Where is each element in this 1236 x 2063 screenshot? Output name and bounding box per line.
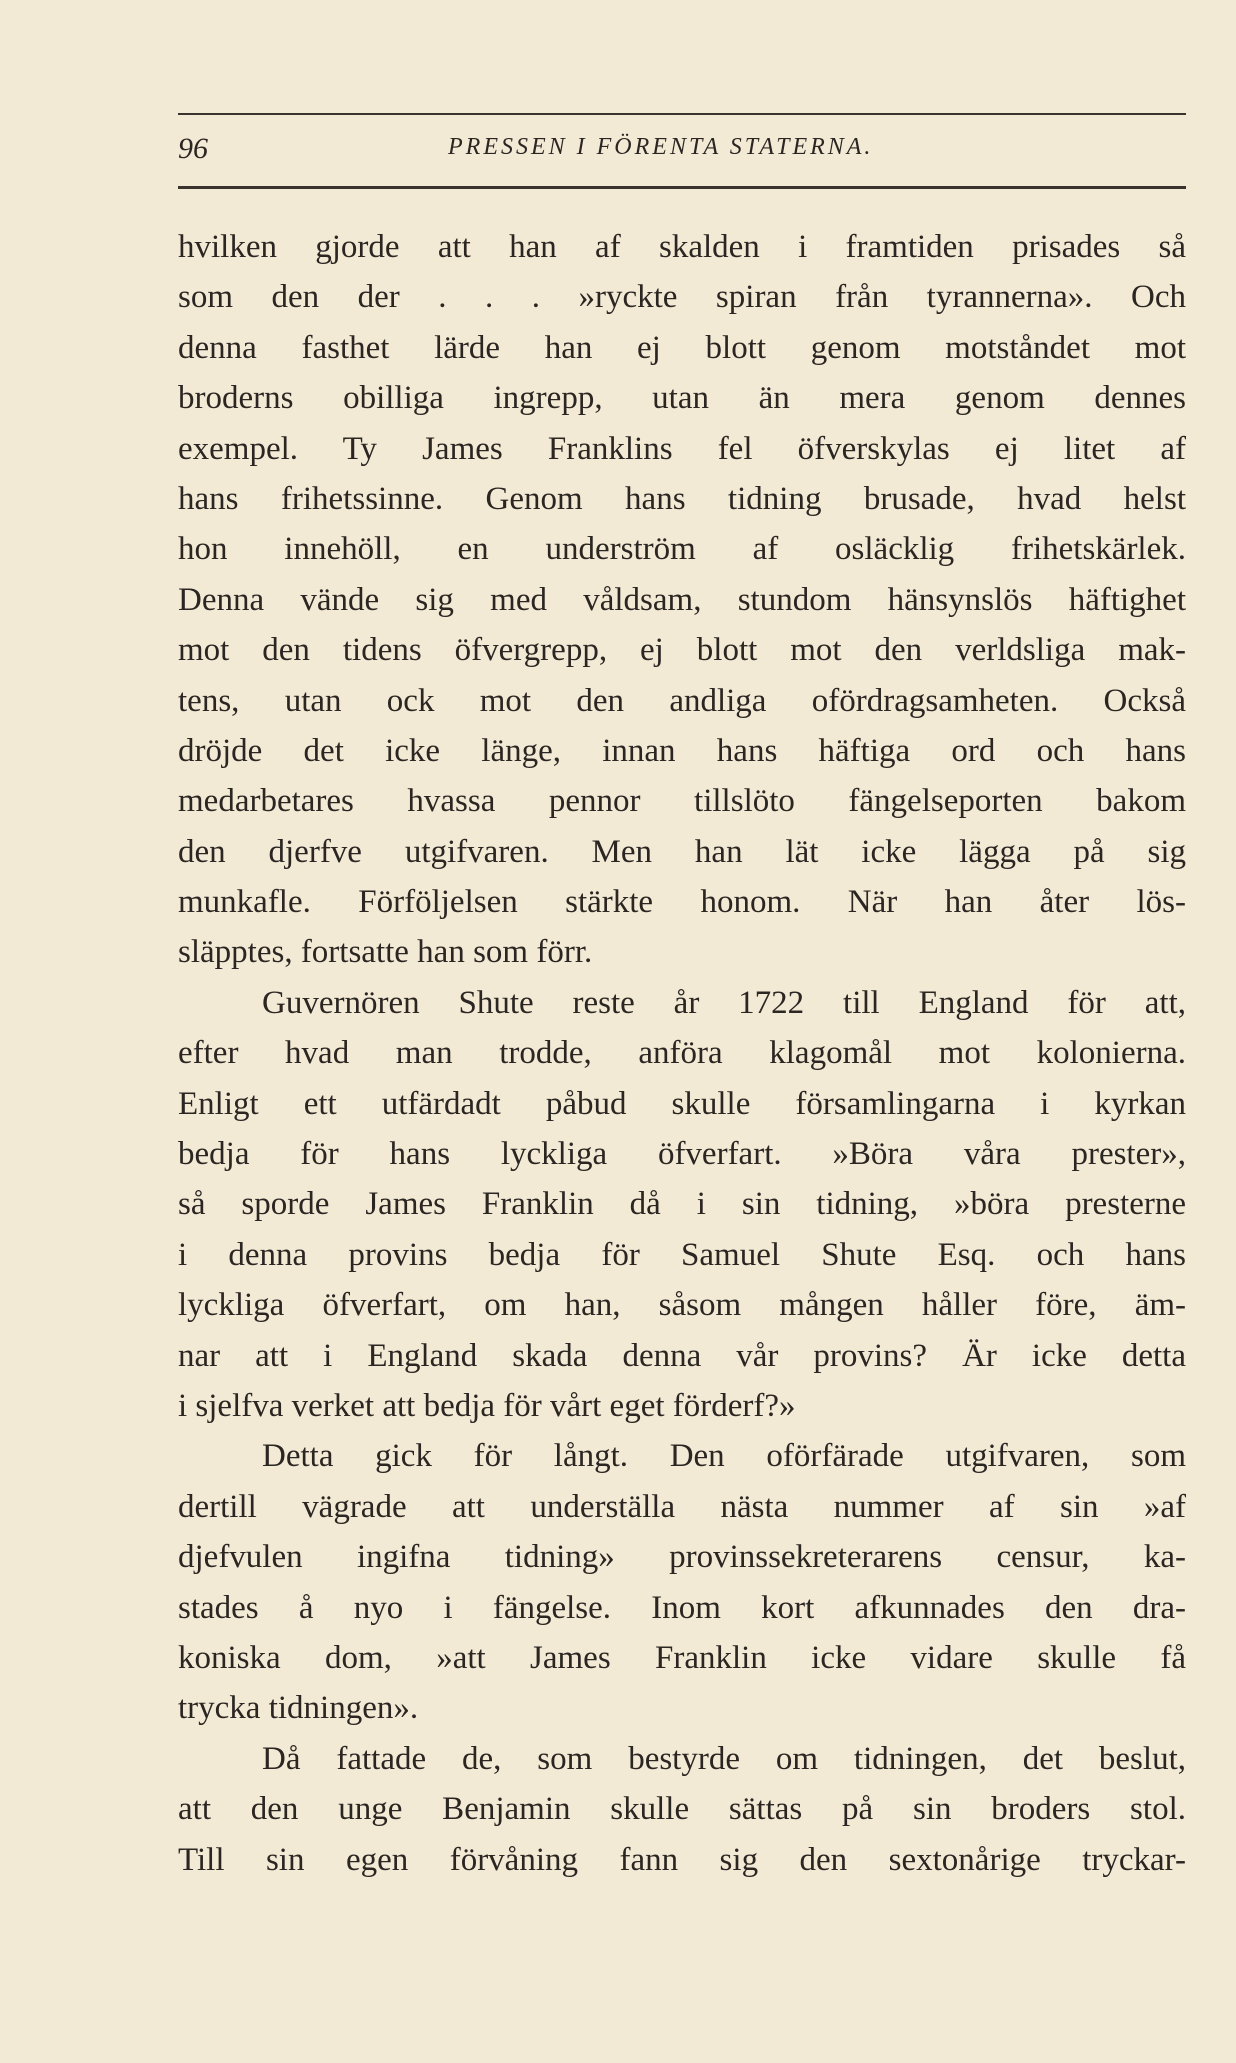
text-line: lyckliga öfverfart, om han, såsom mången håller före, äm- (178, 1287, 1186, 1324)
text-line: stades å nyo i fängelse. Inom kort afkunnades den dra- (178, 1589, 1186, 1626)
text-line: trycka tidningen». (178, 1690, 419, 1727)
text-line: tens, utan ock mot den andliga ofördragsamheten. Också (178, 682, 1186, 719)
text-line: medarbetares hvassa pennor tillslöto fängelseporten bakom (178, 783, 1186, 820)
text-line: den djerfve utgifvaren. Men han lät icke lägga på sig (178, 833, 1186, 870)
text-line: nar att i England skada denna vår provins? Är icke detta (178, 1337, 1186, 1374)
text-line: munkafle. Förföljelsen stärkte honom. När han åter lös- (178, 884, 1186, 921)
header-top-rule (178, 113, 1186, 115)
text-line: hans frihetssinne. Genom hans tidning brusade, hvad helst (178, 480, 1186, 517)
text-line: exempel. Ty James Franklins fel öfverskylas ej litet af (178, 430, 1186, 467)
text-line: Detta gick för långt. Den oförfärade utgifvaren, som (262, 1438, 1186, 1475)
text-line: så sporde James Franklin då i sin tidning, »böra presterne (178, 1186, 1186, 1223)
text-line: mot den tidens öfvergrepp, ej blott mot den verldsliga mak- (178, 632, 1186, 669)
text-line: efter hvad man trodde, anföra klagomål mot kolonierna. (178, 1035, 1186, 1072)
page-header (178, 126, 1186, 176)
body-text (178, 222, 1186, 1885)
page-number: 96 (178, 132, 208, 165)
text-line: hvilken gjorde att han af skalden i framtiden prisades så (178, 229, 1186, 265)
text-line: broderns obilliga ingrepp, utan än mera genom dennes (178, 380, 1186, 417)
text-line: dertill vägrade att underställa nästa nummer af sin »af (178, 1488, 1186, 1525)
text-line: i denna provins bedja för Samuel Shute Esq. och hans (178, 1236, 1186, 1273)
text-line: bedja för hans lyckliga öfverfart. »Böra våra prester», (178, 1136, 1186, 1173)
text-line: dröjde det icke länge, innan hans häftiga ord och hans (178, 732, 1186, 769)
text-line: Guvernören Shute reste år 1722 till England för att, (262, 984, 1186, 1021)
text-line: som den der . . . »ryckte spiran från tyrannerna». Och (178, 279, 1186, 316)
text-line: djefvulen ingifna tidning» provinssekreterarens censur, ka- (178, 1539, 1186, 1576)
header-bottom-rule (178, 186, 1186, 189)
text-line: i sjelfva verket att bedja för vårt eget förderf?» (178, 1387, 796, 1424)
text-line: hon innehöll, en underström af osläcklig frihetskärlek. (178, 531, 1186, 568)
text-line: koniska dom, »att James Franklin icke vidare skulle få (178, 1639, 1186, 1676)
text-line: släpptes, fortsatte han som förr. (178, 934, 593, 971)
running-head: PRESSEN I FÖRENTA STATERNA. (448, 134, 874, 160)
text-line: denna fasthet lärde han ej blott genom motståndet mot (178, 329, 1186, 366)
text-line: Enligt ett utfärdadt påbud skulle församlingarna i kyrkan (178, 1085, 1186, 1122)
text-line: Till sin egen förvåning fann sig den sextonårige tryckar- (178, 1841, 1186, 1878)
text-line: att den unge Benjamin skulle sättas på sin broders stol. (178, 1791, 1186, 1828)
text-line: Denna vände sig med våldsam, stundom hänsynslös häftighet (178, 581, 1186, 618)
text-line: Då fattade de, som bestyrde om tidningen, det beslut, (262, 1740, 1186, 1777)
